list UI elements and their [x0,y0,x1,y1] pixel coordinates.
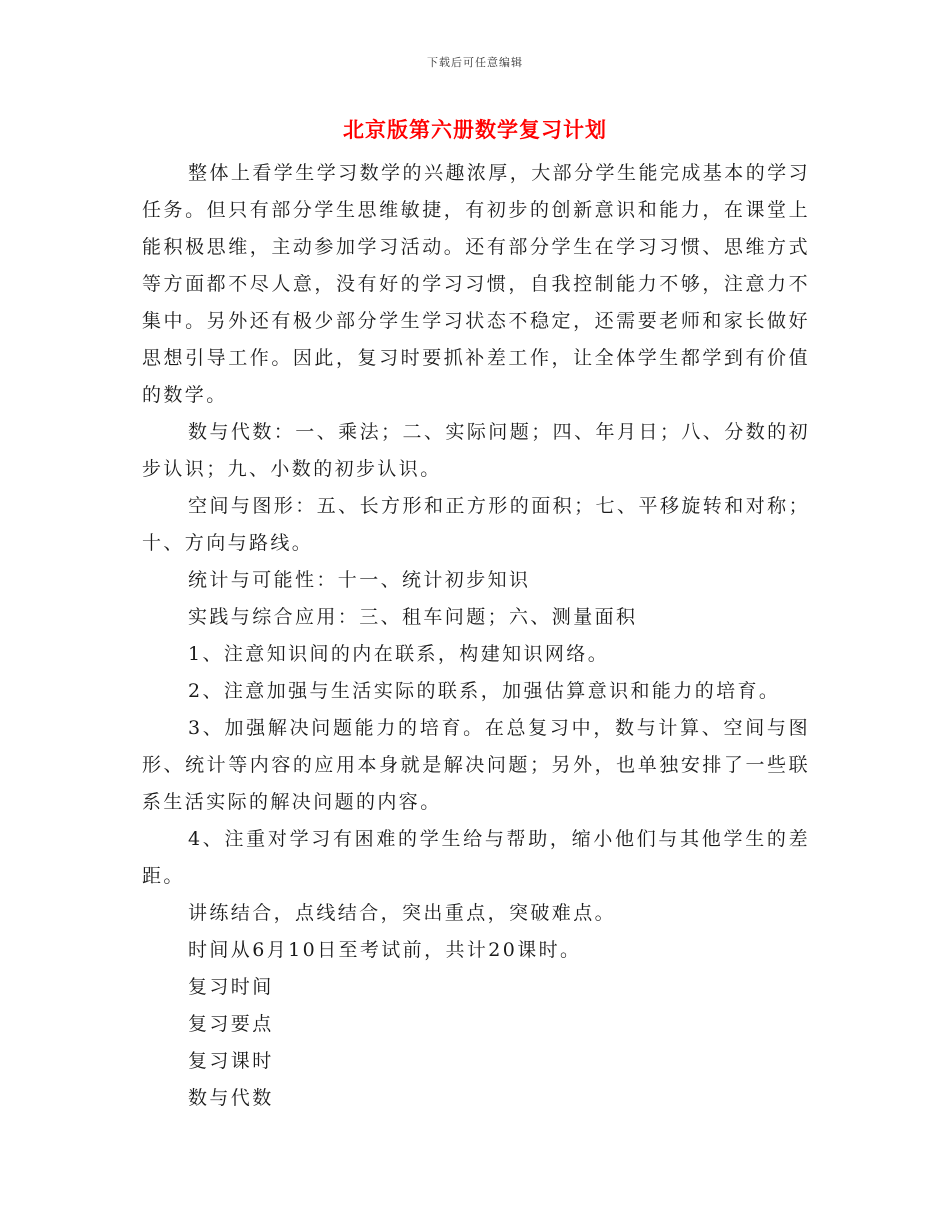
document-title: 北京版第六册数学复习计划 [343,117,607,142]
paragraph-point-1: 1、注意知识间的内在联系，构建知识网络。 [188,643,610,665]
paragraph-number-algebra: 数与代数：一、乘法；二、实际问题；四、年月日；八、分数的初步认识；九、小数的初步认识。 [142,421,810,480]
paragraph-point-2: 2、注意加强与生活实际的联系，加强估算意识和能力的培育。 [188,680,781,702]
paragraph-schedule: 时间从6月10日至考试前，共计20课时。 [188,939,582,961]
paragraph-number-algebra-heading: 数与代数 [188,1087,274,1109]
paragraph-practice: 实践与综合应用：三、租车问题；六、测量面积 [188,606,638,628]
paragraph-space-shape: 空间与图形：五、长方形和正方形的面积；七、平移旋转和对称；十、方向与路线。 [142,495,810,554]
paragraph-review-hours: 复习课时 [188,1050,274,1072]
paragraph-overview: 整体上看学生学习数学的兴趣浓厚，大部分学生能完成基本的学习任务。但只有部分学生思维敏捷，有初步的创新意识和能力，在课堂上能积极思维，主动参加学习活动。还有部分学生在学习习惯、思维方式等方面都不尽人意，没有好的学习习惯，自我控制能力不够，注意力不集中。另外还有极少部分学生学习状态不稳定，还需要老师和家长做好思想引导工作。因此，复习时要抓补差工作，让全体学生都学到有价值的数学。 [142,162,810,406]
document-body [142,155,810,1117]
paragraph-statistics: 统计与可能性：十一、统计初步知识 [188,569,531,591]
paragraph-review-points: 复习要点 [188,1013,274,1035]
page-header-note: 下载后可任意编辑 [427,56,523,69]
paragraph-method: 讲练结合，点线结合，突出重点，突破难点。 [188,902,617,924]
paragraph-review-time: 复习时间 [188,976,274,998]
paragraph-point-4: 4、注重对学习有困难的学生给与帮助，缩小他们与其他学生的差距。 [142,828,810,887]
paragraph-point-3: 3、加强解决问题能力的培育。在总复习中，数与计算、空间与图形、统计等内容的应用本身就是解决问题；另外，也单独安排了一些联系生活实际的解决问题的内容。 [142,717,810,813]
